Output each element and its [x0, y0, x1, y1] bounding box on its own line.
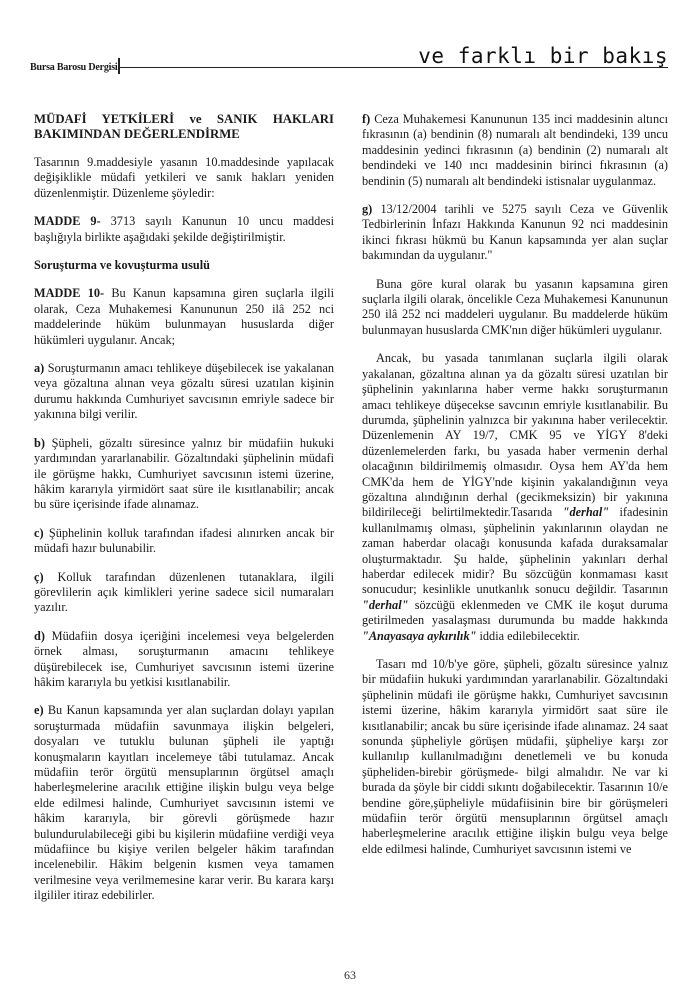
clause-a-label: a) — [34, 361, 45, 376]
clause-d — [34, 629, 334, 691]
clause-b-text: Şüpheli, gözaltı süresince yalnız bir müdafiin hukuki yardımından yararlanabilir. Gözaltındaki şüphelinin müdafi ile görüşme hakkı, Cumhuriyet savcısının istemi üzerine, hâkim kararıyla yirmidört saat süre ile kısıtlanabilir; ancak bu süre içerisinde ifade alınamaz. — [34, 435, 334, 512]
p2-text-a: Ancak, bu yasada tanımlanan suçlarla ilgili olarak yakalanan, gözaltına alınan ya da gözaltı süresi uzatılan bir şüphelinin yakınlarına haber verme hakkı soruşturmanın amacı tehlikeye düşecekse savcının emriyle kısıtlanabilir. Bu durumda, şüphelinin yalnızca bir yakınına haber verilecektir. Düzenlemenin AY 19/7, CMK 95 ve YİGY 8'deki düzenlemelerden farkı, bu yasada haber vermenin derhal olacağının bildirilmemiş olmasıdır. Oysa hem AY'da hem CMK'da hem de YİGY'nde kişinin yakalandığının veya gözaltına alındığının derhal (gecikmeksizin) bir yakınına bildirileceği belirtilmektedir.Tasarıda — [362, 351, 668, 520]
clause-f-text: Ceza Muhakemesi Kanununun 135 inci maddesinin altıncı fıkrasının (a) bendinin (8) numaralı alt bendindeki, 139 uncu maddesinin yedinci fıkrasının (a) bendinin (2) numaralı alt bendindeki ve 140 ıncı maddesinin birinci fıkrasının (a) bendinin (5) numaralı alt bendindeki istisnalar uygulanmaz. — [362, 112, 668, 188]
intro-paragraph: Tasarının 9.maddesiyle yasanın 10.maddesinde yapılacak değişiklikle müdafi yetkileri ve sanık hakları yeniden düzenlenmiştir. Düzenleme şöyledir: — [34, 155, 334, 200]
clause-c — [34, 526, 334, 557]
p2-text-d: iddia edilebilecektir. — [476, 628, 580, 643]
article-9-text: 3713 sayılı Kanunun 10 uncu maddesi başlığıyla birlikte aşağıdaki şekilde değiştirilmiştir. — [34, 214, 334, 244]
p2-text-b: ifadesinin kullanılmamış olması, şüphelinin yakınlarının olaydan ne zaman haberdar olacağı konusunda kafada duraksamalar oluşturmaktadır. Şu halde, şüphelinin yakınları derhal haberdar edilecek midir? Bu sözcüğün konmaması kasıt sonucudur; kesinlikle unutkanlık sonucu değildir. Tasarının — [362, 505, 668, 597]
clause-cc — [34, 570, 334, 616]
commentary-paragraph-3: Tasarı md 10/b'ye göre, şüpheli, gözaltı süresince yalnız bir müdafiin hukuki yardımından yararlanabilir. Gözaltındaki şüphelinin müdafi ile görüşme hakkı, Cumhuriyet savcısının istemi üzerine, hâkim kararıyla yirmidört saat süre ile kısıtlanabilir; ancak bu süre içerisinde ifade alınamaz. 24 saat sonunda şüpheliyle görüşen müdafii, şüpheliye karşı zor kullanılıp kullanılmadığını denetlemeli ve bu konuda şüpheliden-birebir görüşmede- bilgi almalıdır. Ne var ki burada da şöyle bir ciddi sıkıntı doğabilecektir. Tasarının 10/e bendine göre,şüpheliyle müdafiisinin bire bir görüşmeleri müdafiin terör örgütü mensuplarının örgütsel amaçlı haberleşmelerine aracılık ettiğine ilişkin bulgu veya belge elde edilmesi halinde, Cumhuriyet savcısının istemi ve — [362, 657, 668, 856]
clause-c-text: Şüphelinin kolluk tarafından ifadesi alınırken ancak bir müdafi hazır bulunabilir. — [34, 525, 334, 556]
p2-emphasis-3: "Anayasaya aykırılık" — [362, 628, 477, 643]
page-number: 63 — [344, 968, 356, 982]
clause-d-label: d) — [34, 628, 45, 643]
section-title: ve farklı bir bakış — [418, 44, 668, 68]
clause-cc-text: Kolluk tarafından düzenlenen tutanaklara, ilgili görevlilerin açık kimlikleri yerine sadece sicil numaraları yazılır. — [34, 569, 334, 615]
article-10-label: MADDE 10- — [34, 286, 105, 301]
article-10-paragraph — [34, 286, 334, 348]
commentary-paragraph-1: Buna göre kural olarak bu yasanın kapsamına giren suçlarla ilgili olarak, öncelikle Ceza Muhakemesi Kanununun 250 ilâ 252 nci maddeleri uygulanır. Bu maddelerde hüküm bulunmayan hususlarda CMK'nın diğer hükümleri uygulanır. — [362, 276, 668, 337]
clause-e-text: Bu Kanun kapsamında yer alan suçlardan dolayı yapılan soruşturmada müdafiin savunmaya ilişkin belgeleri, dosyaları ve tutuklu bulunan şüpheli ile yaptığı konuşmaların kayıtları incelemeye tâbi tutulamaz. Ancak müdafiin terör örgütü mensuplarının örgütsel amaçlı haberleşmelerine aracılık ettiğine ilişkin bulgu veya belge elde edilmesi halinde, Cumhuriyet savcısının istemi ve hâkim kararıyla, bir görevli görüşmede hazır bulundurulabileceği gibi bu kişilerin müdafiine verdiği veya müdafiince bu kişiye verilen belgeler hâkim tarafından incelenebilir. Hâkim belgenin kısmen veya tamamen verilmesine veya verilmemesine karar verir. Bu karara karşı ilgililer itiraz edebilirler. — [34, 703, 334, 903]
clause-g — [362, 202, 668, 264]
left-column — [34, 112, 334, 917]
p2-text-c: sözcüğü eklenmeden ve CMK ile koşut duruma getirilmeden yasalaşması durumunda bu madde hakkında — [362, 597, 668, 628]
clause-f-label: f) — [362, 112, 371, 126]
clause-a-text: Soruşturmanın amacı tehlikeye düşebilecek ise yakalanan veya gözaltına alınan veya gözaltı süresi uzatılan kişinin durumu hakkında Cumhuriyet savcısının emriyle sadece bir yakınına bilgi verilir. — [34, 361, 334, 422]
clause-g-text: 13/12/2004 tarihli ve 5275 sayılı Ceza ve Güvenlik Tedbirlerinin İnfazı Hakkında Kanunun 92 nci maddesinin ikinci fıkrası hükmü bu Kanun kapsamında yer alan suçlar bakımından da uygulanır." — [362, 202, 668, 263]
p2-emphasis-2: "derhal" — [362, 597, 409, 612]
right-column — [362, 112, 668, 870]
clause-e — [34, 703, 334, 903]
article-9-paragraph — [34, 214, 334, 245]
clause-cc-label: ç) — [34, 569, 44, 584]
journal-name: Bursa Barosu Dergisi — [30, 62, 118, 73]
header-rule-tick — [118, 58, 120, 74]
clause-b-label: b) — [34, 435, 45, 450]
clause-a — [34, 361, 334, 423]
clause-c-label: c) — [34, 525, 44, 540]
commentary-paragraph-2 — [362, 351, 668, 644]
clause-e-label: e) — [34, 703, 44, 718]
subheading: Soruşturma ve kovuşturma usulü — [34, 258, 210, 273]
p2-emphasis-1: "derhal" — [562, 505, 610, 520]
clause-f — [362, 112, 668, 189]
clause-d-text: Müdafiin dosya içeriğini incelemesi veya belgelerden örnek alması, soruşturmanın amacını tehlikeye düşürebilecek ise, Cumhuriyet savcısının istemi üzerine hâkim kararıyla bu yetkisi kısıtlanabilir. — [34, 628, 334, 689]
page-header — [0, 0, 700, 80]
article-10-text: Bu Kanun kapsamına giren suçlarla ilgili olarak, Ceza Muhakemesi Kanununun 250 ilâ 252 nci maddelerinde hüküm bulunmayan hususlarda diğer hükümleri uygulanır. Ancak; — [34, 286, 334, 347]
article-9-label: MADDE 9- — [34, 214, 101, 229]
article-heading: MÜDAFİ YETKİLERİ ve SANIK HAKLARI BAKIMINDAN DEĞERLENDİRME — [34, 112, 334, 141]
clause-b — [34, 436, 334, 513]
clause-g-label: g) — [362, 202, 373, 217]
